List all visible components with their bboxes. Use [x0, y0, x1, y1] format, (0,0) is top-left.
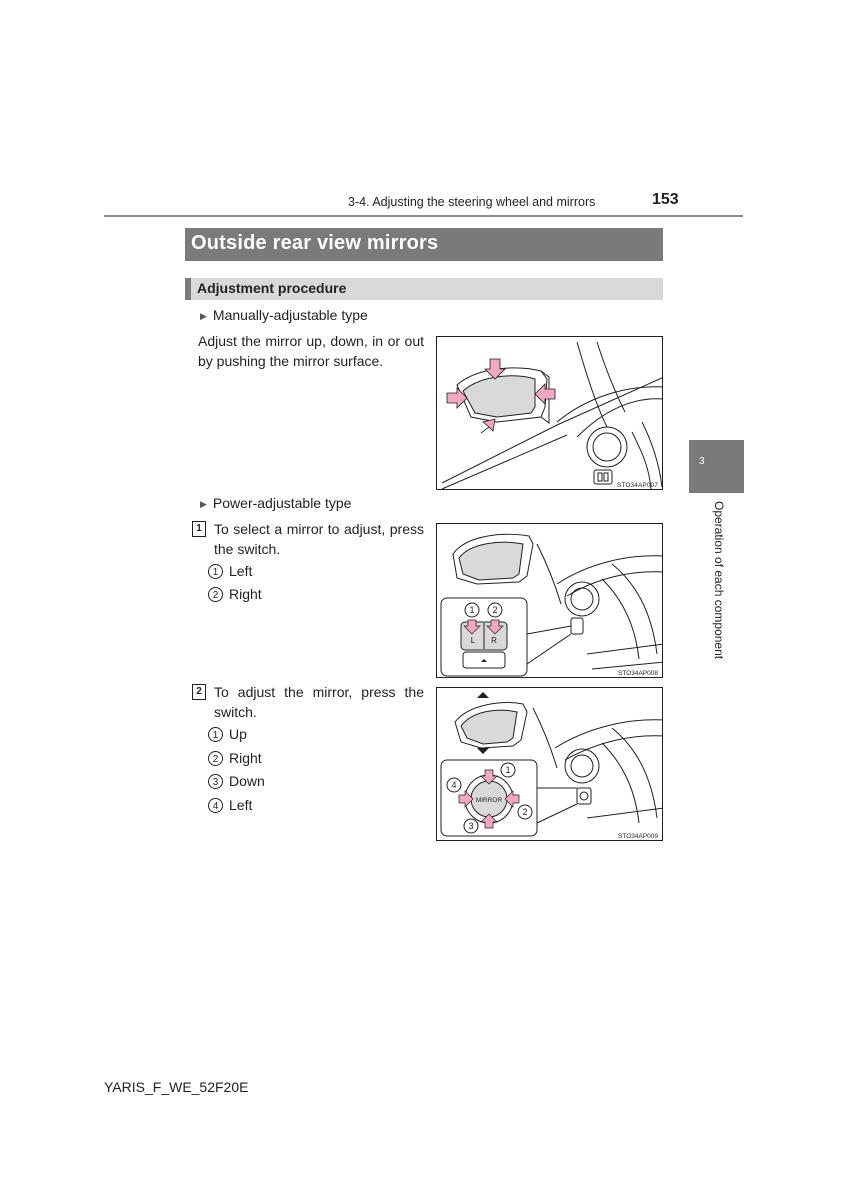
item-label: Left [229, 563, 253, 579]
mirror-switch-label: MIRROR [475, 797, 503, 804]
figure-manual-mirror [436, 336, 663, 490]
chapter-label: Operation of each component [712, 501, 726, 660]
figure-code-3: STO34AP009 [618, 833, 658, 840]
item-label: Right [229, 586, 262, 602]
triangle-bullet-icon: ▶ [200, 499, 207, 509]
power-type-bullet [200, 495, 351, 511]
circled-number: 3 [208, 774, 223, 789]
page-number: 153 [652, 191, 679, 208]
figure-mirror-select-switch [436, 523, 663, 678]
step-2-item-up [208, 726, 247, 742]
section-title-bar [185, 228, 663, 261]
manual-type-bullet [200, 307, 368, 323]
item-label: Right [229, 750, 262, 766]
switch-label-r: R [491, 636, 497, 645]
svg-text:3: 3 [468, 821, 474, 831]
step-1-item-left [208, 563, 252, 579]
circled-number: 2 [208, 751, 223, 766]
subsection-title-bar [185, 278, 663, 300]
step-2-item-left [208, 797, 252, 813]
subsection-title: Adjustment procedure [197, 280, 347, 296]
chapter-tab[interactable] [689, 440, 744, 493]
footer-model-code: YARIS_F_WE_52F20E [104, 1079, 249, 1095]
step-2-item-right [208, 750, 262, 766]
svg-text:4: 4 [451, 780, 457, 790]
triangle-bullet-icon: ▶ [200, 311, 207, 321]
power-type-label: Power-adjustable type [212, 495, 352, 511]
figure-mirror-adjust-switch [436, 687, 663, 841]
step-1-item-right [208, 586, 262, 602]
item-label: Up [229, 726, 247, 742]
switch-label-l: L [470, 636, 476, 645]
step-1-number: 1 [192, 521, 206, 537]
manual-instruction: Adjust the mirror up, down, in or out by pushing the mirror surface. [198, 333, 424, 369]
manual-type-label: Manually-adjustable type [212, 307, 368, 323]
svg-text:1: 1 [505, 765, 511, 775]
figure-code-1: STO34AP007 [617, 482, 658, 489]
step-2-number: 2 [192, 684, 206, 700]
step-1-text: To select a mirror to adjust, press the switch. [214, 521, 424, 557]
running-header: 3-4. Adjusting the steering wheel and mirrors [348, 195, 596, 209]
header-rule [104, 215, 743, 217]
svg-text:1: 1 [469, 605, 475, 615]
circled-number: 4 [208, 798, 223, 813]
svg-text:2: 2 [492, 605, 498, 615]
step-2-item-down [208, 773, 265, 789]
step-2-text: To adjust the mirror, press the switch. [214, 684, 424, 720]
circled-number: 1 [208, 727, 223, 742]
figure-code-2: STO34AP008 [618, 670, 658, 677]
circled-number: 1 [208, 564, 223, 579]
item-label: Down [229, 773, 265, 789]
chapter-number: 3 [699, 456, 705, 467]
item-label: Left [229, 797, 253, 813]
circled-number: 2 [208, 587, 223, 602]
section-title: Outside rear view mirrors [191, 232, 439, 254]
svg-text:2: 2 [522, 807, 528, 817]
